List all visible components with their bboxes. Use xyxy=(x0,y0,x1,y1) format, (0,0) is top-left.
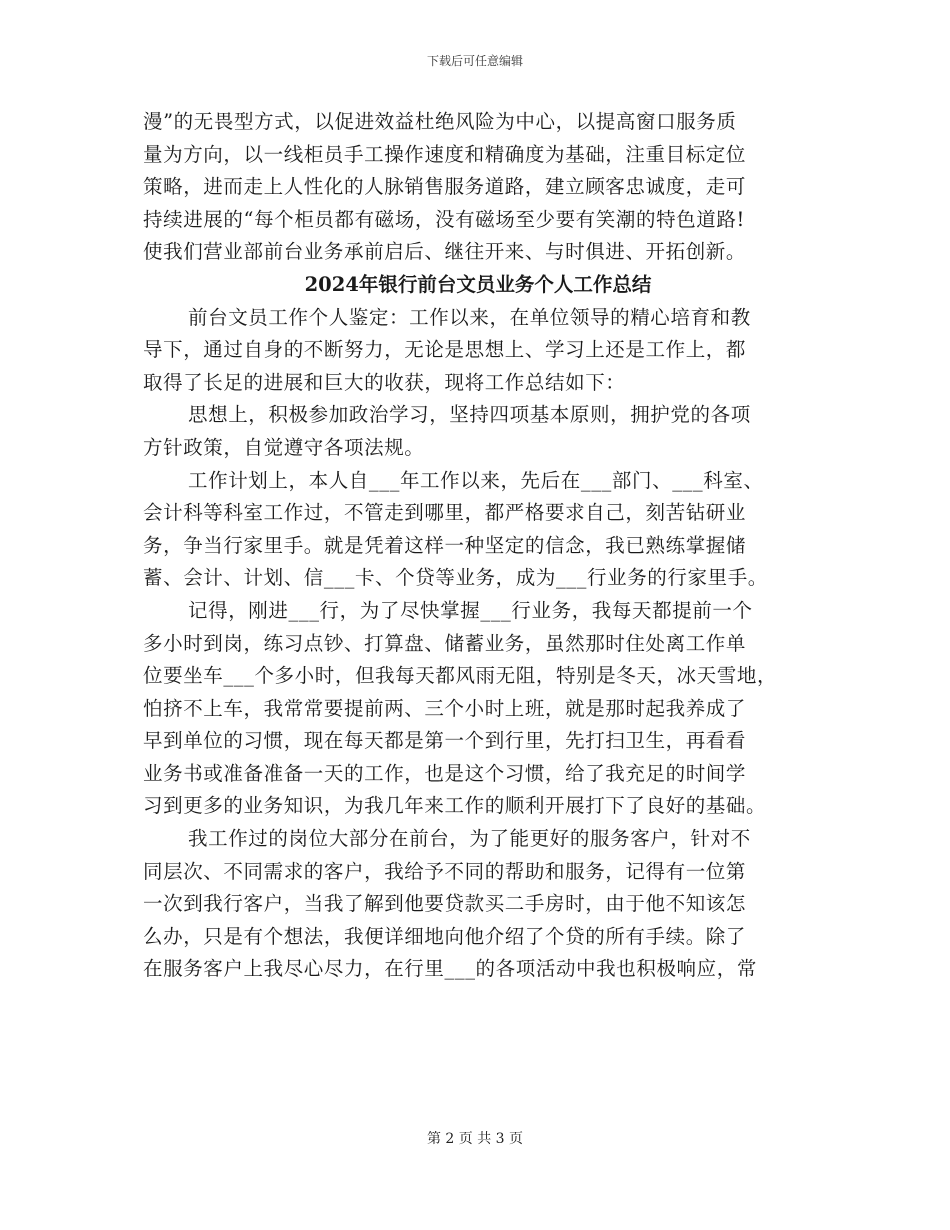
text-line: 同层次、不同需求的客户，我给予不同的帮助和服务，记得有一位第 xyxy=(143,859,747,883)
text-line: 策略，进而走上人性化的人脉销售服务道路，建立顾客忠诚度，走可 xyxy=(143,175,747,199)
text-line: 方针政策，自觉遵守各项法规。 xyxy=(143,435,425,459)
paragraph-first-line: 前台文员工作个人鉴定：工作以来，在单位领导的精心培育和教 xyxy=(188,305,751,329)
document-body xyxy=(143,106,813,986)
text-line: 持续进展的“每个柜员都有磁场，没有磁场至少要有笑潮的特色道路! xyxy=(143,207,745,231)
text-line: 取得了长足的进展和巨大的收获，现将工作总结如下： xyxy=(143,370,626,394)
paragraph-first-line: 思想上，积极参加政治学习，坚持四项基本原则，拥护党的各项 xyxy=(188,403,751,427)
text-line: 早到单位的习惯，现在每天都是第一个到行里，先打扫卫生，再看看 xyxy=(143,729,747,753)
text-line: 量为方向，以一线柜员手工操作速度和精确度为基础，注重目标定位 xyxy=(143,142,747,166)
text-line: 务，争当行家里手。就是凭着这样一种坚定的信念，我已熟练掌握储 xyxy=(143,533,747,557)
paragraph-first-line: 我工作过的岗位大部分在前台，为了能更好的服务客户，针对不 xyxy=(188,827,751,851)
section-title: 2024年银行前台文员业务个人工作总结 xyxy=(304,272,652,296)
text-line: 业务书或准备准备一天的工作，也是这个习惯，给了我充足的时间学 xyxy=(143,761,747,785)
text-line: 漫”的无畏型方式，以促进效益杜绝风险为中心，以提高窗口服务质 xyxy=(143,110,737,133)
text-line: 怕挤不上车，我常常要提前两、三个小时上班，就是那时起我养成了 xyxy=(143,696,747,720)
paragraph-first-line: 记得，刚进___行，为了尽快掌握___行业务，我每天都提前一个 xyxy=(188,598,753,622)
page-footer: 第 2 页 共 3 页 xyxy=(426,1131,524,1147)
text-line: 会计科等科室工作过，不管走到哪里，都严格要求自己，刻苦钻研业 xyxy=(143,501,747,525)
text-line: 多小时到岗，练习点钞、打算盘、储蓄业务，虽然那时住处离工作单 xyxy=(143,631,747,655)
text-line: 一次到我行客户，当我了解到他要贷款买二手房时，由于他不知该怎 xyxy=(143,892,747,916)
text-line: 在服务客户上我尽心尽力，在行里___的各项活动中我也积极响应，常 xyxy=(143,957,757,981)
page-header: 下载后可任意编辑 xyxy=(426,54,523,68)
text-line: 么办，只是有个想法，我便详细地向他介绍了个贷的所有手续。除了 xyxy=(143,924,747,948)
text-line: 位要坐车___个多小时，但我每天都风雨无阻，特别是冬天，冰天雪地， xyxy=(143,664,778,688)
paragraph-first-line: 工作计划上，本人自___年工作以来，先后在___部门、___科室、 xyxy=(188,468,764,492)
text-line: 蓄、会计、计划、信___卡、个贷等业务，成为___行业务的行家里手。 xyxy=(143,566,768,590)
text-line: 习到更多的业务知识，为我几年来工作的顺利开展打下了良好的基础。 xyxy=(143,794,767,818)
text-line: 导下，通过自身的不断努力，无论是思想上、学习上还是工作上，都 xyxy=(143,338,747,362)
text-line: 使我们营业部前台业务承前启后、继往开来、与时俱进、开拓创新。 xyxy=(143,240,747,264)
